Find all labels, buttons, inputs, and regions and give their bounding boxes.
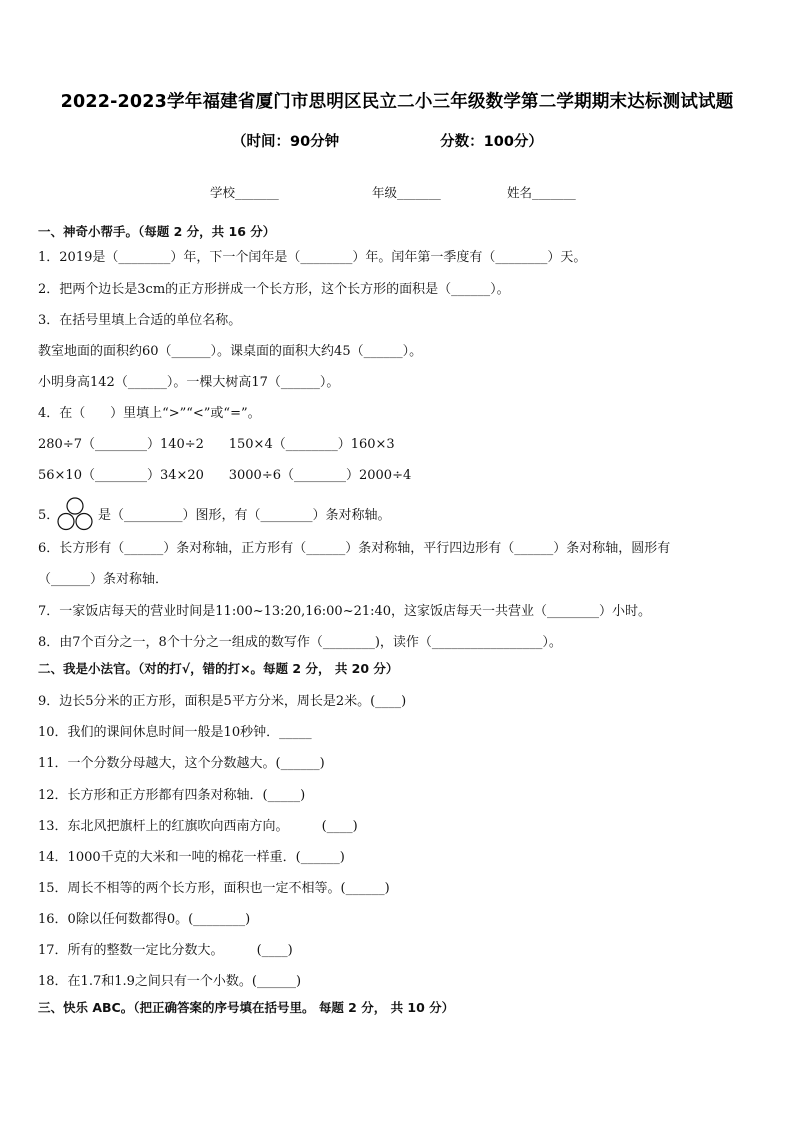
question-4: 4．在（ ）里填上“>”“<”或“=”。 (38, 406, 261, 421)
question-17: 17．所有的整数一定比分数大。 (____) (38, 943, 293, 958)
section-2-heading: 二、我是小法官。（对的打√，错的打×。每题 2 分， 共 20 分） (38, 661, 399, 676)
question-16: 16．0除以任何数都得0。(________) (38, 912, 251, 927)
question-5-text: 是（_________）图形，有（________）条对称轴。 (98, 508, 391, 523)
question-11: 11．一个分数分母越大，这个分数越大。(______) (38, 756, 325, 771)
question-9: 9．边长5分米的正方形，面积是5平方分米，周长是2米。(____) (38, 694, 407, 709)
grade-field: 年级_______ (372, 185, 441, 200)
three-circles-figure (57, 497, 93, 531)
question-13: 13．东北风把旗杆上的红旗吹向西南方向。 (____) (38, 819, 358, 834)
exam-time-score: （时间：90分钟 分数：100分） (232, 134, 543, 150)
question-7: 7．一家饭店每天的营业时间是11:00~13:20,16:00~21:40，这家饭店每天一共营业（________）小时。 (38, 604, 652, 619)
question-3b: 小明身高142（______）。一棵大树高17（______）。 (38, 375, 340, 390)
question-3: 3．在括号里填上合适的单位名称。 (38, 313, 242, 328)
question-18: 18．在1.7和1.9之间只有一个小数。(______) (38, 974, 302, 989)
school-field: 学校_______ (210, 185, 279, 200)
question-4a: 280÷7（________）140÷2 150×4（________）160×3 (38, 437, 395, 452)
question-2: 2．把两个边长是3cm的正方形拼成一个长方形，这个长方形的面积是（______）。 (38, 282, 510, 297)
section-1-heading: 一、神奇小帮手。（每题 2 分，共 16 分） (38, 224, 276, 239)
question-15: 15．周长不相等的两个长方形，面积也一定不相等。(______) (38, 881, 390, 896)
question-8: 8．由7个百分之一，8个十分之一组成的数写作（________)，读作（_________________）。 (38, 635, 562, 650)
name-field: 姓名_______ (507, 185, 576, 200)
question-5-number: 5． (38, 508, 60, 523)
question-6b: （______）条对称轴． (38, 572, 169, 587)
question-10: 10．我们的课间休息时间一般是10秒钟．_____ (38, 725, 312, 740)
section-3-heading: 三、快乐 ABC。（把正确答案的序号填在括号里。 每题 2 分， 共 10 分） (38, 1000, 455, 1015)
exam-title: 2022-2023学年福建省厦门市思明区民立二小三年级数学第二学期期末达标测试试题 (60, 92, 734, 112)
question-3a: 教室地面的面积约60（______）。课桌面的面积大约45（______）。 (38, 344, 423, 359)
question-14: 14．1000千克的大米和一吨的棉花一样重．(______) (38, 850, 345, 865)
question-1: 1．2019是（________）年，下一个闰年是（________）年。闰年第一季度有（________）天。 (38, 250, 587, 265)
question-12: 12．长方形和正方形都有四条对称轴．(_____) (38, 788, 306, 803)
question-4b: 56×10（________）34×20 3000÷6（________）2000÷4 (38, 468, 412, 483)
question-6a: 6．长方形有（______）条对称轴，正方形有（______）条对称轴，平行四边形有（______）条对称轴，圆形有 (38, 541, 671, 556)
